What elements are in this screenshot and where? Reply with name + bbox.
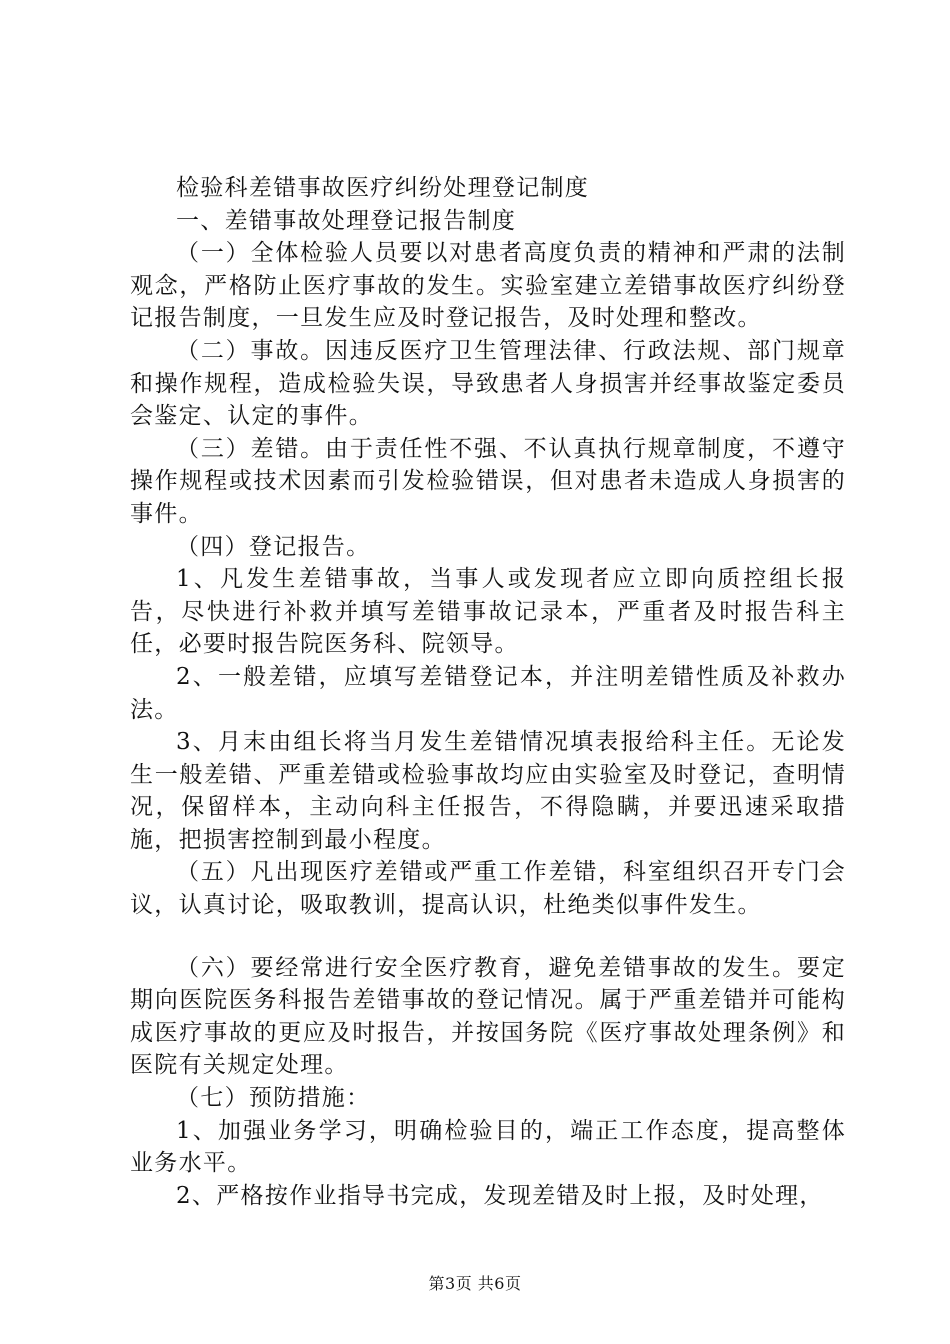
paragraph-7-item-1: 1、加强业务学习，明确检验目的，端正工作态度，提高整体业务水平。 — [130, 1117, 846, 1177]
section-heading: 一、差错事故处理登记报告制度 — [176, 207, 517, 234]
paragraph-4-item-2: 2、一般差错，应填写差错登记本，并注明差错性质及补救办法。 — [130, 663, 846, 723]
paragraph-4-item-1: 1、凡发生差错事故，当事人或发现者应立即向质控组长报告，尽快进行补救并填写差错事故记录本，严重者及时报告科主任，必要时报告院医务科、院领导。 — [130, 566, 846, 658]
paragraph-7-item-2: 2、严格按作业指导书完成，发现差错及时上报，及时处理， — [176, 1182, 824, 1209]
paragraph-2: （二）事故。因违反医疗卫生管理法律、行政法规、部门规章和操作规程，造成检验失误，导致患者人身损害并经事故鉴定委员会鉴定、认定的事件。 — [130, 337, 846, 430]
paragraph-6: （六）要经常进行安全医疗教育，避免差错事故的发生。要定期向医院医务科报告差错事故的登记情况。属于严重差错并可能构成医疗事故的更应及时报告，并按国务院《医疗事故处理条例》和医院有关规定处理。 — [130, 954, 846, 1079]
paragraph-4-item-3: 3、月末由组长将当月发生差错情况填表报给科主任。无论发生一般差错、严重差错或检验事故均应由实验室及时登记，查明情况，保留样本，主动向科主任报告，不得隐瞒，并要迅速采取措施，把损害控制到最小程度。 — [130, 729, 846, 853]
paragraph-4: （四）登记报告。 — [176, 533, 371, 560]
document-body — [130, 172, 846, 1212]
page-footer: 第3页 共6页 — [428, 1274, 522, 1293]
paragraph-3: （三）差错。由于责任性不强、不认真执行规章制度，不遵守操作规程或技术因素而引发检验错误，但对患者未造成人身损害的事件。 — [130, 435, 846, 527]
document-title: 检验科差错事故医疗纠纷处理登记制度 — [176, 175, 590, 201]
paragraph-1: （一）全体检验人员要以对患者高度负责的精神和严肃的法制观念，严格防止医疗事故的发生。实验室建立差错事故医疗纠纷登记报告制度，一旦发生应及时登记报告，及时处理和整改。 — [130, 240, 846, 332]
paragraph-5: （五）凡出现医疗差错或严重工作差错，科室组织召开专门会议，认真讨论，吸取教训，提高认识，杜绝类似事件发生。 — [130, 859, 846, 919]
paragraph-7: （七）预防措施： — [176, 1085, 371, 1112]
